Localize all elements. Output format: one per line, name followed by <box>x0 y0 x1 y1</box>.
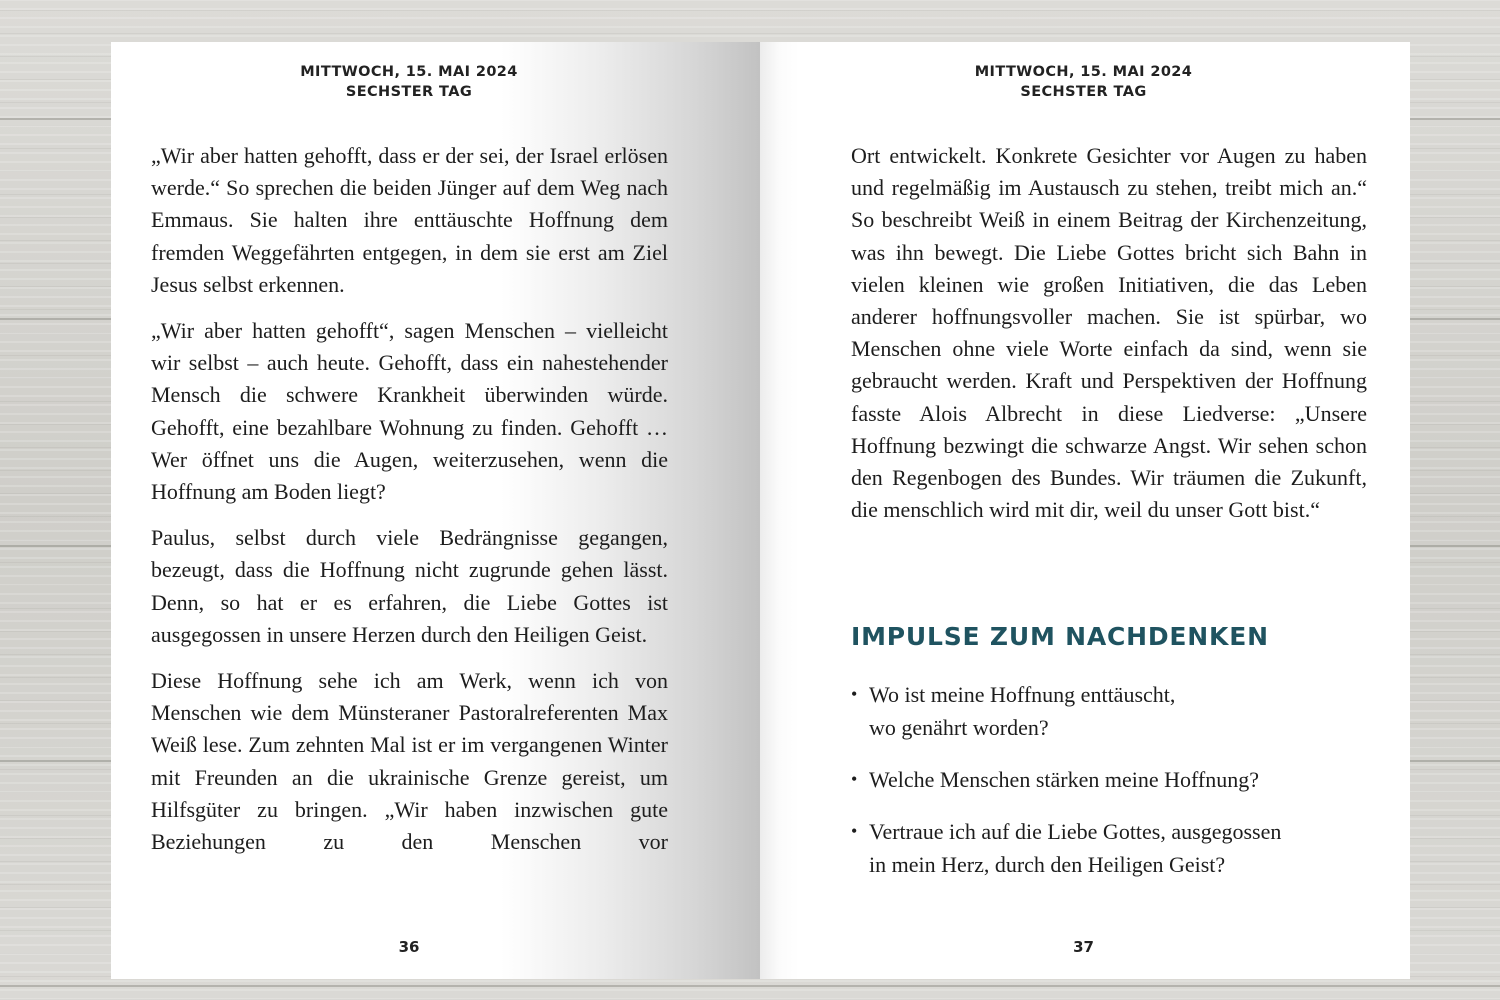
bullet-icon: • <box>851 684 858 704</box>
impulse-line: Vertraue ich auf die Liebe Gottes, ausgegossen <box>869 819 1282 844</box>
section-heading: IMPULSE ZUM NACHDENKEN <box>851 622 1269 651</box>
paragraph: „Wir aber hatten gehofft, dass er der sei, der Israel erlösen werde.“ So sprechen die beiden Jünger auf dem Weg nach Emmaus. Sie halten ihre enttäuschte Hoffnung dem fremden Weggefährten entgegen, in dem sie erst am Ziel Jesus selbst erkennen. <box>151 143 668 297</box>
page-number: 36 <box>398 938 420 956</box>
left-page <box>111 42 760 979</box>
paragraph: Paulus, selbst durch viele Bedrängnisse gegangen, bezeugt, dass die Hoffnung nicht zugrunde gehen lässt. Denn, so hat er es erfahren, die Liebe Gottes ist ausgegossen in unsere Herzen durch den Heiligen Geist. <box>151 525 668 647</box>
day-header: SECHSTER TAG <box>1020 84 1147 100</box>
bullet-icon: • <box>851 821 858 841</box>
list-item <box>851 678 1371 744</box>
impulse-line: Wo ist meine Hoffnung enttäuscht, <box>869 682 1176 707</box>
paragraph: „Wir aber hatten gehofft“, sagen Menschen – vielleicht wir selbst – auch heute. Gehofft, dass ein nahestehender Mensch die schwere Krankheit überwinden würde. Gehofft, eine bezahlbare Wohnung zu finden. Gehofft … Wer öffnet uns die Augen, weiterzusehen, wenn die Hoffnung am Boden liegt? <box>151 318 668 505</box>
bullet-icon: • <box>851 769 858 789</box>
running-head <box>111 62 707 102</box>
page-number: 37 <box>1073 938 1094 956</box>
date-header: MITTWOCH, 15. MAI 2024 <box>300 64 518 80</box>
impulse-list <box>851 678 1371 900</box>
running-head <box>800 62 1367 102</box>
right-page <box>760 42 1410 979</box>
list-item <box>851 815 1371 881</box>
paragraph: Diese Hoffnung sehe ich am Werk, wenn ich von Menschen wie dem Münsteraner Pastoralreferenten Max Weiß lese. Zum zehnten Mal ist er im vergangenen Winter mit Freunden an die ukrainische Grenze gereist, um Hilfsgüter zu bringen. „Wir haben inzwischen gute Beziehungen zu den Menschen vor <box>151 668 668 855</box>
list-item <box>851 763 1371 796</box>
body-text <box>851 140 1367 540</box>
impulse-line: Welche Menschen stärken meine Hoffnung? <box>869 767 1260 792</box>
paragraph: Ort entwickelt. Konkrete Gesichter vor Augen zu haben und regelmäßig im Austausch zu stehen, treibt mich an.“ So beschreibt Weiß in einem Beitrag der Kirchenzeitung, was ihn bewegt. Die Liebe Gottes bricht sich Bahn in vielen kleinen wie großen Initiativen, die das Leben anderer hoffnungsvoller machen. Sie ist spürbar, wo Menschen ohne viele Worte einfach da sind, wenn sie gebraucht werden. Kraft und Perspektiven der Hoffnung fasste Alois Albrecht in diese Liedverse: „Unsere Hoffnung bezwingt die schwarze Angst. Wir sehen schon den Regenbogen des Bundes. Wir träumen die Zukunft, die menschlich wird mit dir, weil du unser Gott bist.“ <box>851 143 1367 523</box>
day-header: SECHSTER TAG <box>345 84 473 100</box>
date-header: MITTWOCH, 15. MAI 2024 <box>974 64 1193 80</box>
body-text <box>151 140 668 872</box>
impulse-line: wo genährt worden? <box>869 715 1049 740</box>
impulse-line: in mein Herz, durch den Heiligen Geist? <box>869 852 1226 877</box>
